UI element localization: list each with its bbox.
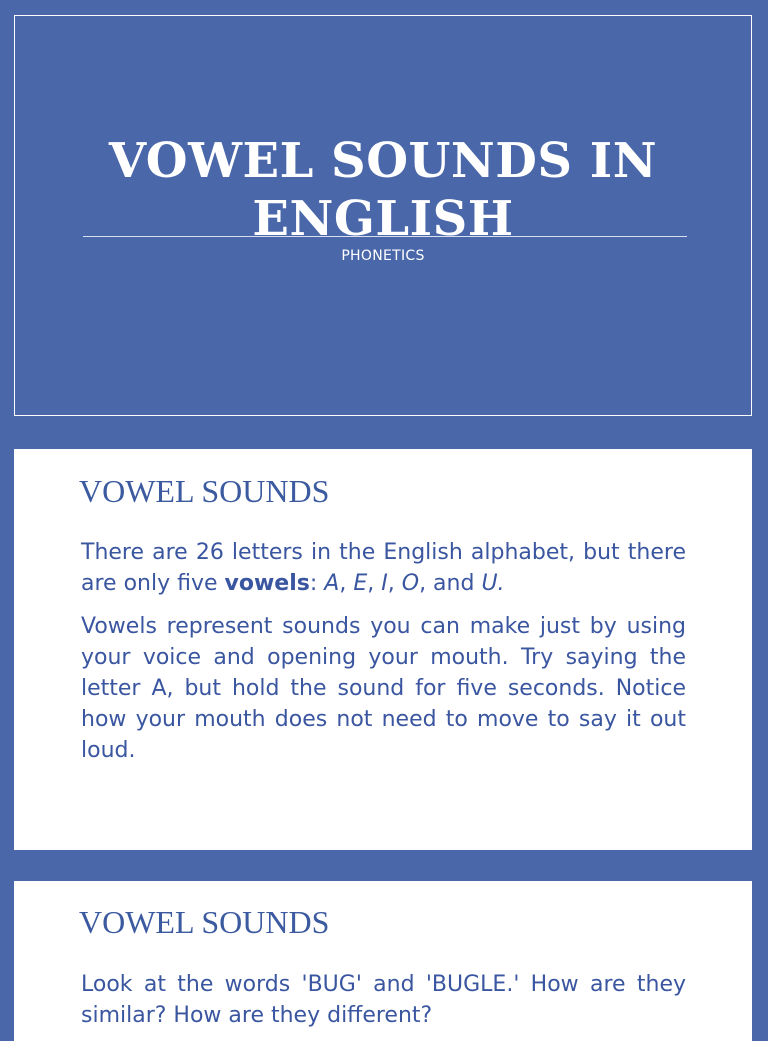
title-line-2: ENGLISH bbox=[252, 191, 514, 247]
bold-term: vowels bbox=[224, 571, 310, 596]
separator: , bbox=[339, 571, 354, 596]
presentation-title bbox=[15, 132, 751, 248]
separator: , bbox=[367, 571, 382, 596]
slide-heading: VOWEL SOUNDS bbox=[79, 473, 330, 509]
slide-vowel-sounds-1 bbox=[14, 449, 752, 850]
slide-heading: VOWEL SOUNDS bbox=[79, 904, 330, 940]
vowel-letter: E bbox=[353, 571, 368, 596]
separator: , bbox=[387, 571, 402, 596]
vowel-letter: O bbox=[401, 571, 420, 596]
slide-paragraph bbox=[81, 537, 686, 599]
vowel-letter: A bbox=[324, 571, 340, 596]
title-divider bbox=[83, 236, 687, 237]
slide-paragraph: Vowels represent sounds you can make just by using your voice and opening your mouth. Try saying the letter A, but hold the sound for five seconds. Notice how your mouth does not need to move to say it out loud. bbox=[81, 614, 686, 763]
title-line-1: VOWEL SOUNDS IN bbox=[108, 133, 658, 189]
title-slide bbox=[14, 15, 752, 416]
slide-paragraph: Look at the words 'BUG' and 'BUGLE.' How are they similar? How are they different? bbox=[81, 972, 686, 1028]
presentation-subtitle: PHONETICS bbox=[341, 248, 425, 264]
separator: , and bbox=[419, 571, 482, 596]
paragraph-text: : bbox=[309, 571, 325, 596]
vowel-letter: I bbox=[381, 571, 388, 596]
paragraph-text: There are 26 letters in the English alphabet, but there are only five bbox=[81, 540, 686, 596]
vowel-letter: U. bbox=[481, 571, 505, 596]
slide-vowel-sounds-2 bbox=[14, 881, 752, 1041]
